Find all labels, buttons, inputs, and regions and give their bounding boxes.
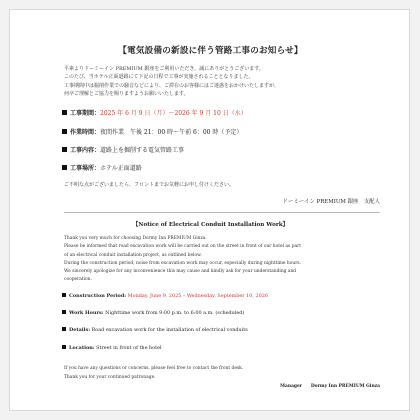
signature-jp: ドーミーイン PREMIUM 銀座 支配人	[282, 199, 380, 205]
intro-line: of an electrical conduit installation project, as outlined below.	[64, 252, 202, 258]
section-divider	[64, 212, 380, 213]
item-label: Details:	[69, 327, 91, 333]
intro-line: During the construction period, noise from excavation work may occur, especially during nighttime hours.	[64, 260, 301, 266]
intro-paragraph-jp	[64, 65, 364, 98]
item-label: Construction Period:	[69, 293, 127, 299]
intro-line: 工事期間中は掘削作業での騒音などにより、ご滞在のお客様にはご迷惑をおかけいたしますが、	[64, 82, 280, 89]
square-bullet-icon	[62, 310, 66, 314]
work-location-jp	[62, 165, 142, 173]
item-value: ホテル正面道路	[100, 165, 142, 172]
item-label: Work Hours:	[69, 310, 104, 316]
closing-text-en	[64, 364, 243, 382]
item-value: Road excavation work for the installation of electrical conduits	[90, 327, 248, 333]
closing-line: If you have any questions or concerns, please feel free to contact the front desk.	[64, 366, 244, 371]
construction-period-jp	[62, 110, 247, 118]
item-value: Street in front of the hotel	[94, 345, 162, 351]
square-bullet-icon	[62, 129, 67, 134]
notice-title-jp: 【電気設備の新設に伴う管路工事のお知らせ】	[118, 46, 303, 56]
intro-line: 平素よりドーミーイン PREMIUM 銀座をご利用いただき、誠にありがとうございます。	[64, 66, 264, 72]
square-bullet-icon	[62, 147, 67, 152]
work-details-en	[62, 327, 248, 334]
item-value: Nighttime work from 9:00 p.m. to 6:00 a.m. (scheduled)	[103, 310, 245, 316]
work-hours-en	[62, 310, 244, 317]
square-bullet-icon	[62, 110, 67, 115]
notice-document	[9, 9, 410, 411]
item-value: 2025 年 6 月 9 日（月）～2026 年 9 月 10 日（水）	[100, 110, 247, 117]
intro-line: Please be informed that road excavation work will be carried out on the street in front of our hotel as part	[64, 244, 301, 250]
item-label: 作業時間：	[70, 129, 101, 136]
intro-line: このたび、当ホテル正面道路にて下記の日程で工事が実施されることとなりました。	[64, 74, 254, 81]
item-value: 道路上を掘削する電気管路工事	[100, 147, 185, 154]
intro-line: We sincerely apologize for any inconvenience this may cause and kindly ask for your understanding and	[64, 269, 297, 275]
closing-text-jp: ご不明な点がございましたら、フロントまでお気軽にお申し付けください。	[64, 182, 235, 188]
square-bullet-icon	[62, 327, 66, 331]
item-label: 工事場所：	[70, 165, 101, 172]
closing-line: Thank you for your continued patronage.	[64, 375, 156, 380]
notice-title-en: 【Notice of Electrical Conduit Installation Work】	[132, 222, 289, 228]
work-location-en	[62, 345, 162, 352]
intro-line: cooperation.	[64, 277, 92, 283]
item-value: 夜間作業 午後 21：00 時～午前 6：00 時（予定）	[100, 129, 243, 136]
construction-period-en	[62, 293, 268, 300]
item-label: Location:	[69, 345, 95, 351]
square-bullet-icon	[62, 345, 66, 349]
signature-en: Manager Dormy Inn PREMIUM Ginza	[280, 384, 380, 389]
intro-line: 何卒ご理解とご協力を賜りますようお願いいたします。	[64, 90, 189, 97]
item-value: Monday, June 9, 2025 – Wednesday, September 10, 2026	[126, 293, 268, 299]
work-hours-jp	[62, 129, 242, 137]
work-details-jp	[62, 147, 184, 155]
square-bullet-icon	[62, 165, 67, 170]
intro-paragraph-en	[64, 235, 384, 285]
item-label: 工事内容：	[70, 147, 101, 154]
intro-line: Thank you very much for choosing Dormy Inn PREMIUM Ginza.	[64, 236, 207, 241]
square-bullet-icon	[62, 293, 66, 297]
item-label: 工事期間：	[70, 110, 101, 117]
